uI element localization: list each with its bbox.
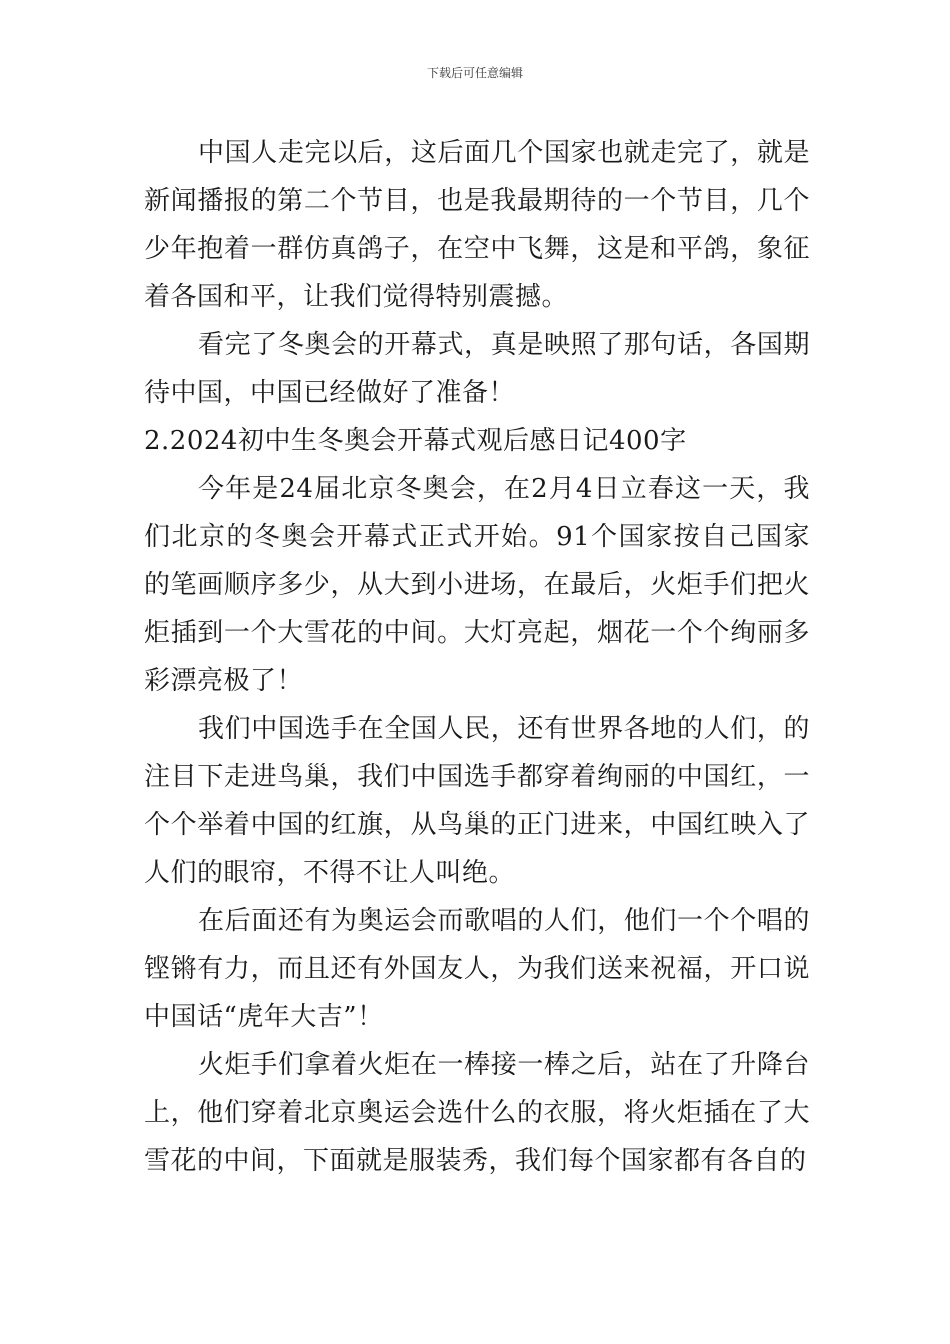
paragraph-5: 在后面还有为奥运会而歌唱的人们，他们一个个唱的铿锵有力，而且还有外国友人，为我们送来祝福，开口说中国话“虎年大吉”！ bbox=[144, 906, 810, 1032]
header-note: 下载后可任意编辑 bbox=[426, 66, 523, 80]
paragraph-2: 看完了冬奥会的开幕式，真是映照了那句话，各国期待中国，中国已经做好了准备！ bbox=[144, 330, 810, 408]
document-body bbox=[144, 129, 810, 1185]
section-heading: 2.2024初中生冬奥会开幕式观后感日记400字 bbox=[144, 426, 687, 456]
paragraph-6: 火炬手们拿着火炬在一棒接一棒之后，站在了升降台上，他们穿着北京奥运会选什么的衣服，将火炬插在了大雪花的中间，下面就是服装秀，我们每个国家都有各自的 bbox=[144, 1050, 810, 1176]
paragraph-4: 我们中国选手在全国人民，还有世界各地的人们，的注目下走进鸟巢，我们中国选手都穿着绚丽的中国红，一个个举着中国的红旗，从鸟巢的正门进来，中国红映入了人们的眼帘，不得不让人叫绝。 bbox=[144, 714, 810, 888]
paragraph-3: 今年是24届北京冬奥会，在2月4日立春这一天，我们北京的冬奥会开幕式正式开始。91个国家按自己国家的笔画顺序多少，从大到小进场，在最后，火炬手们把火炬插到一个大雪花的中间。大灯亮起，烟花一个个绚丽多彩漂亮极了！ bbox=[144, 474, 810, 696]
paragraph-1: 中国人走完以后，这后面几个国家也就走完了，就是新闻播报的第二个节目，也是我最期待的一个节目，几个少年抱着一群仿真鸽子，在空中飞舞，这是和平鸽，象征着各国和平，让我们觉得特别震撼。 bbox=[144, 138, 810, 312]
